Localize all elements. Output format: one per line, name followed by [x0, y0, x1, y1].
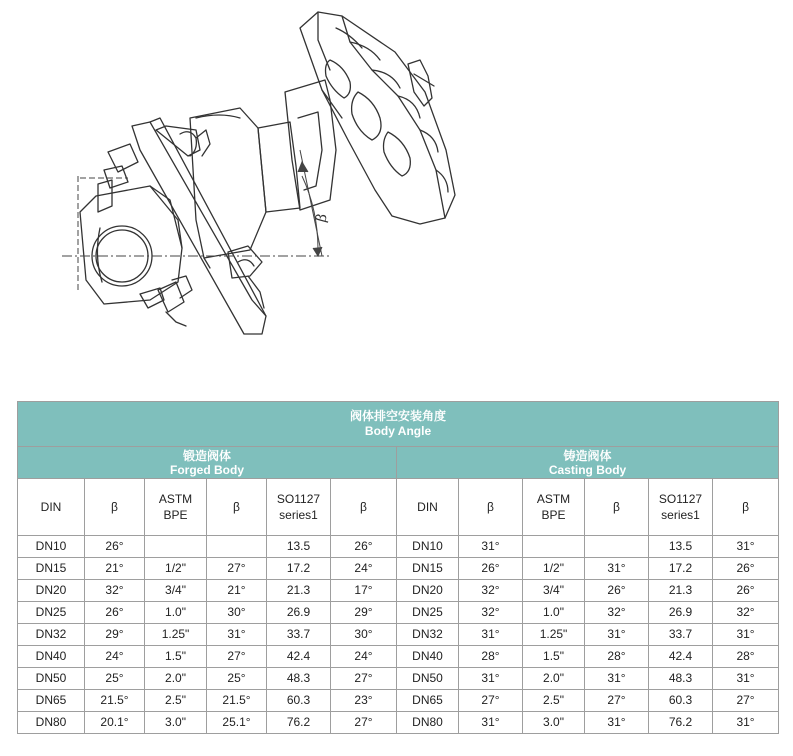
- table-cell: 31°: [459, 536, 523, 558]
- table-cell: 27°: [331, 712, 397, 734]
- table-cell: 21.3: [649, 580, 713, 602]
- table-cell: 31°: [585, 668, 649, 690]
- table-cell: 27°: [207, 558, 267, 580]
- table-cell: 17.2: [267, 558, 331, 580]
- table-cell: DN25: [397, 602, 459, 624]
- table-cell: 27°: [331, 668, 397, 690]
- table-cell: 3/4": [523, 580, 585, 602]
- forged-body-header: [18, 447, 397, 479]
- table-title-cn: 阀体排空安装角度: [350, 409, 447, 423]
- table-cell: 31°: [459, 712, 523, 734]
- table-cell: 76.2: [267, 712, 331, 734]
- table-cell: 2.5": [145, 690, 207, 712]
- table-cell: 21°: [85, 558, 145, 580]
- column-header-row: [18, 479, 779, 536]
- table-cell: [523, 536, 585, 558]
- angle-arrow-top: [298, 162, 308, 172]
- table-cell: DN80: [18, 712, 85, 734]
- table-cell: 3.0": [523, 712, 585, 734]
- column-header-casting-beta: β: [459, 479, 523, 536]
- table-cell: DN32: [397, 624, 459, 646]
- column-header-casting-so1127-series1: [649, 479, 713, 536]
- table-cell: 26°: [585, 580, 649, 602]
- table-cell: 76.2: [649, 712, 713, 734]
- table-cell: DN25: [18, 602, 85, 624]
- table-row: [18, 624, 779, 646]
- table-cell: 28°: [585, 646, 649, 668]
- table-cell: 27°: [207, 646, 267, 668]
- table-cell: 28°: [713, 646, 779, 668]
- table-cell: DN40: [397, 646, 459, 668]
- table-cell: 60.3: [267, 690, 331, 712]
- table-cell: 24°: [85, 646, 145, 668]
- table-cell: 13.5: [267, 536, 331, 558]
- table-cell: 31°: [207, 624, 267, 646]
- table-cell: DN15: [18, 558, 85, 580]
- table-cell: 31°: [713, 712, 779, 734]
- table-cell: [207, 536, 267, 558]
- table-title: [18, 402, 779, 447]
- table-cell: 48.3: [649, 668, 713, 690]
- table-cell: 27°: [459, 690, 523, 712]
- table-cell: 17.2: [649, 558, 713, 580]
- table-row: [18, 602, 779, 624]
- table-cell: 29°: [85, 624, 145, 646]
- column-header-forged-beta: β: [207, 479, 267, 536]
- column-header-line: BPE: [163, 508, 188, 522]
- table-cell: 25.1°: [207, 712, 267, 734]
- column-header-casting-beta: β: [585, 479, 649, 536]
- table-cell: 26.9: [649, 602, 713, 624]
- table-row: [18, 646, 779, 668]
- table-cell: 1.0": [523, 602, 585, 624]
- column-header-casting-din: DIN: [397, 479, 459, 536]
- table-cell: 20.1°: [85, 712, 145, 734]
- table-cell: 2.0": [523, 668, 585, 690]
- table-cell: DN50: [397, 668, 459, 690]
- forged-body-label-en: Forged Body: [170, 462, 244, 477]
- table-cell: 31°: [459, 624, 523, 646]
- table-cell: 3/4": [145, 580, 207, 602]
- table-cell: 26°: [85, 536, 145, 558]
- table-cell: 21°: [207, 580, 267, 602]
- table-cell: 31°: [585, 558, 649, 580]
- table-cell: DN40: [18, 646, 85, 668]
- table-cell: 1.5": [145, 646, 207, 668]
- table-cell: 1.5": [523, 646, 585, 668]
- table-row: [18, 536, 779, 558]
- table-cell: 31°: [713, 536, 779, 558]
- column-header-forged-so1127-series1: [267, 479, 331, 536]
- column-header-line: series1: [661, 508, 700, 522]
- table-cell: DN50: [18, 668, 85, 690]
- table-cell: 32°: [459, 602, 523, 624]
- casting-body-label-en: Casting Body: [548, 462, 627, 477]
- column-header-line: ASTM: [158, 492, 193, 506]
- table-cell: 1/2": [523, 558, 585, 580]
- table-cell: 24°: [331, 646, 397, 668]
- table-cell: 26°: [459, 558, 523, 580]
- table-cell: 26.9: [267, 602, 331, 624]
- table-cell: 30°: [331, 624, 397, 646]
- column-header-forged-din: DIN: [18, 479, 85, 536]
- table-cell: 28°: [459, 646, 523, 668]
- table-cell: 26°: [713, 580, 779, 602]
- table-cell: 2.0": [145, 668, 207, 690]
- table-cell: 21.5°: [85, 690, 145, 712]
- table-cell: 1.25": [523, 624, 585, 646]
- table-cell: 24°: [331, 558, 397, 580]
- column-header-forged-beta: β: [331, 479, 397, 536]
- column-header-line: SO1127: [658, 492, 703, 506]
- table-cell: 25°: [207, 668, 267, 690]
- table-cell: 31°: [585, 624, 649, 646]
- table-cell: [585, 536, 649, 558]
- angle-label: β: [313, 211, 331, 224]
- table-cell: 29°: [331, 602, 397, 624]
- table-cell: [145, 536, 207, 558]
- table-cell: 31°: [459, 668, 523, 690]
- handwheel: [300, 12, 455, 224]
- table-cell: DN20: [18, 580, 85, 602]
- table-cell: 27°: [585, 690, 649, 712]
- table-cell: DN80: [397, 712, 459, 734]
- table-cell: 32°: [585, 602, 649, 624]
- column-header-casting-beta: β: [713, 479, 779, 536]
- casting-body-label-cn: 铸造阀体: [563, 448, 612, 463]
- table-cell: 26°: [85, 602, 145, 624]
- table-cell: 26°: [331, 536, 397, 558]
- forged-body-label-cn: 锻造阀体: [182, 448, 231, 463]
- table-cell: 42.4: [267, 646, 331, 668]
- casting-body-header: [397, 447, 779, 479]
- table-cell: DN65: [18, 690, 85, 712]
- table-cell: 2.5": [523, 690, 585, 712]
- table-cell: 31°: [713, 668, 779, 690]
- table-cell: 3.0": [145, 712, 207, 734]
- table-cell: 33.7: [267, 624, 331, 646]
- table-title-en: Body Angle: [364, 424, 432, 438]
- table-cell: DN32: [18, 624, 85, 646]
- bonnet: [190, 80, 336, 268]
- body-angle-table: [17, 401, 779, 734]
- column-header-line: ASTM: [536, 492, 571, 506]
- table-cell: DN15: [397, 558, 459, 580]
- table-cell: 27°: [713, 690, 779, 712]
- body-angle-table-container: [17, 401, 778, 734]
- table-cell: 1/2": [145, 558, 207, 580]
- table-cell: 25°: [85, 668, 145, 690]
- table-cell: 30°: [207, 602, 267, 624]
- table-cell: 32°: [459, 580, 523, 602]
- table-cell: 42.4: [649, 646, 713, 668]
- column-header-forged-beta: β: [85, 479, 145, 536]
- table-cell: DN10: [397, 536, 459, 558]
- table-cell: 32°: [713, 602, 779, 624]
- column-header-casting-astm-bpe: [523, 479, 585, 536]
- table-row: [18, 580, 779, 602]
- table-cell: DN10: [18, 536, 85, 558]
- table-cell: 33.7: [649, 624, 713, 646]
- column-header-forged-astm-bpe: [145, 479, 207, 536]
- table-cell: 26°: [713, 558, 779, 580]
- column-header-line: series1: [279, 508, 318, 522]
- table-cell: 17°: [331, 580, 397, 602]
- table-cell: 60.3: [649, 690, 713, 712]
- table-cell: 21.5°: [207, 690, 267, 712]
- table-row: [18, 712, 779, 734]
- table-cell: 1.0": [145, 602, 207, 624]
- table-cell: 32°: [85, 580, 145, 602]
- table-cell: DN65: [397, 690, 459, 712]
- table-cell: 21.3: [267, 580, 331, 602]
- table-row: [18, 668, 779, 690]
- table-cell: 31°: [713, 624, 779, 646]
- table-row: [18, 558, 779, 580]
- table-cell: 23°: [331, 690, 397, 712]
- table-cell: 1.25": [145, 624, 207, 646]
- table-row: [18, 690, 779, 712]
- column-header-line: SO1127: [276, 492, 321, 506]
- table-cell: 13.5: [649, 536, 713, 558]
- table-cell: 31°: [585, 712, 649, 734]
- table-cell: DN20: [397, 580, 459, 602]
- column-header-line: BPE: [541, 508, 566, 522]
- table-cell: 48.3: [267, 668, 331, 690]
